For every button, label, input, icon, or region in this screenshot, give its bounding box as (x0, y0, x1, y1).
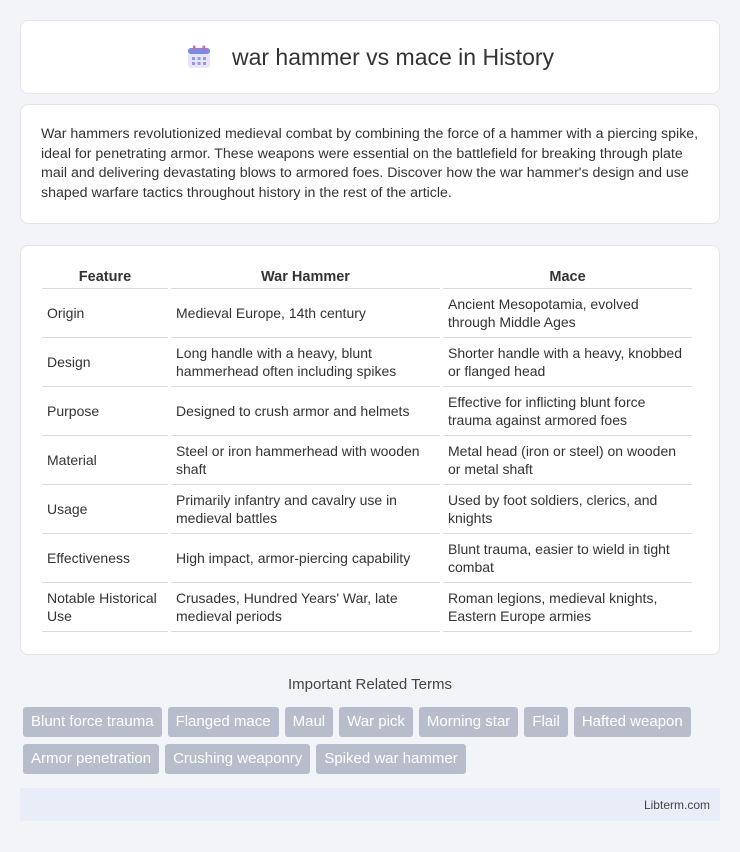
table-row (42, 436, 692, 485)
footer (20, 788, 720, 821)
calendar-icon (186, 44, 212, 70)
table-row (42, 485, 692, 534)
term-tag[interactable]: War pick (339, 707, 413, 737)
cell-war-hammer: Steel or iron hammerhead with wooden shaft (171, 436, 440, 485)
term-tag[interactable]: Spiked war hammer (316, 744, 465, 774)
header-card (20, 20, 720, 94)
page-title: war hammer vs mace in History (231, 43, 555, 70)
intro-card (20, 104, 720, 224)
cell-mace: Blunt trauma, easier to wield in tight combat (443, 534, 692, 583)
cell-mace: Roman legions, medieval knights, Eastern Europe armies (443, 583, 692, 632)
footer-site-link[interactable]: Libterm.com (643, 797, 710, 812)
cell-war-hammer: Crusades, Hundred Years' War, late medieval periods (171, 583, 440, 632)
comparison-card (20, 245, 720, 655)
term-tag[interactable]: Flail (524, 707, 568, 737)
cell-feature: Effectiveness (42, 534, 168, 583)
table-row (42, 338, 692, 387)
cell-mace: Ancient Mesopotamia, evolved through Middle Ages (443, 289, 692, 338)
intro-text: War hammers revolutionized medieval combat by combining the force of a hammer with a piercing spike, ideal for penetrating armor. These weapons were essential on the battlefield for breaking through plate mail and delivering devastating blows to armored foes. Discover how the war hammer's design and use shaped warfare tactics throughout history in the rest of the article. (41, 126, 699, 201)
cell-mace: Metal head (iron or steel) on wooden or metal shaft (443, 436, 692, 485)
cell-feature: Design (42, 338, 168, 387)
table-header-row (42, 266, 692, 289)
cell-war-hammer: Medieval Europe, 14th century (171, 289, 440, 338)
cell-war-hammer: Long handle with a heavy, blunt hammerhead often including spikes (171, 338, 440, 387)
term-tag[interactable]: Flanged mace (168, 707, 279, 737)
cell-feature: Origin (42, 289, 168, 338)
cell-feature: Material (42, 436, 168, 485)
cell-war-hammer: High impact, armor-piercing capability (171, 534, 440, 583)
table-row (42, 289, 692, 338)
cell-war-hammer: Designed to crush armor and helmets (171, 387, 440, 436)
term-tag[interactable]: Morning star (419, 707, 518, 737)
table-row (42, 387, 692, 436)
term-tag[interactable]: Maul (285, 707, 334, 737)
cell-feature: Usage (42, 485, 168, 534)
cell-feature: Purpose (42, 387, 168, 436)
comparison-table (39, 266, 695, 632)
related-terms-list (23, 707, 723, 774)
table-row (42, 583, 692, 632)
cell-mace: Effective for inflicting blunt force trauma against armored foes (443, 387, 692, 436)
cell-war-hammer: Primarily infantry and cavalry use in medieval battles (171, 485, 440, 534)
term-tag[interactable]: Armor penetration (23, 744, 159, 774)
related-terms-title: Important Related Terms (288, 676, 452, 693)
cell-feature: Notable Historical Use (42, 583, 168, 632)
table-row (42, 534, 692, 583)
term-tag[interactable]: Blunt force trauma (23, 707, 162, 737)
header-mace: Mace (443, 266, 692, 289)
cell-mace: Shorter handle with a heavy, knobbed or flanged head (443, 338, 692, 387)
header-feature: Feature (42, 266, 168, 289)
cell-mace: Used by foot soldiers, clerics, and knights (443, 485, 692, 534)
term-tag[interactable]: Crushing weaponry (165, 744, 310, 774)
header-war-hammer: War Hammer (171, 266, 440, 289)
term-tag[interactable]: Hafted weapon (574, 707, 691, 737)
